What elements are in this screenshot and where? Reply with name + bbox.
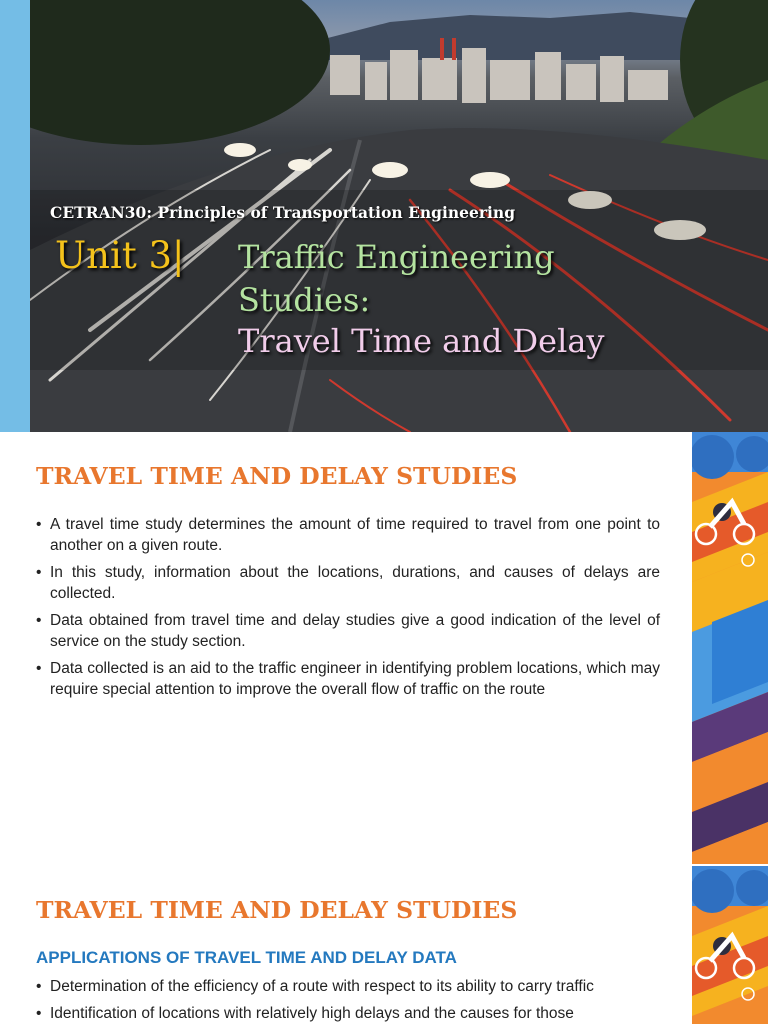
course-title: CETRAN30: Principles of Transportation Engineering bbox=[50, 203, 516, 222]
bullet-item: • Data obtained from travel time and delay studies give a good indication of the level of service on the study section. bbox=[36, 610, 660, 652]
slide-heading: TRAVEL TIME AND DELAY STUDIES bbox=[36, 462, 518, 490]
slide-subheading: APPLICATIONS OF TRAVEL TIME AND DELAY DATA bbox=[36, 948, 457, 967]
bullet-item: • Identification of locations with relatively high delays and the causes for those bbox=[36, 1003, 660, 1024]
topic-title-line3: Travel Time and Delay bbox=[238, 322, 605, 360]
decorative-cyclist-art bbox=[692, 432, 768, 864]
bullet-item: • A travel time study determines the amount of time required to travel from one point to another on a given route. bbox=[36, 514, 660, 556]
unit-label: Unit 3| bbox=[55, 234, 185, 277]
cyclist-illustration bbox=[692, 432, 768, 864]
decorative-cyclist-art bbox=[692, 866, 768, 1024]
cyclist-illustration bbox=[692, 866, 768, 1024]
title-slide bbox=[0, 0, 768, 432]
content-slide-overview bbox=[0, 432, 768, 864]
topic-title-line1: Traffic Engineering bbox=[238, 238, 555, 276]
bullet-item: • Data collected is an aid to the traffic engineer in identifying problem locations, which may require special attention to improve the overall flow of traffic on the route bbox=[36, 658, 660, 700]
bullet-list bbox=[36, 514, 660, 706]
content-slide-applications bbox=[0, 866, 768, 1024]
topic-title-line2: Studies: bbox=[238, 281, 371, 319]
bullet-item: • Determination of the efficiency of a route with respect to its ability to carry traffic bbox=[36, 976, 660, 997]
accent-bar bbox=[0, 0, 30, 432]
slide-heading: TRAVEL TIME AND DELAY STUDIES bbox=[36, 896, 518, 924]
bullet-list bbox=[36, 976, 660, 1024]
bullet-item: • In this study, information about the locations, durations, and causes of delays are collected. bbox=[36, 562, 660, 604]
